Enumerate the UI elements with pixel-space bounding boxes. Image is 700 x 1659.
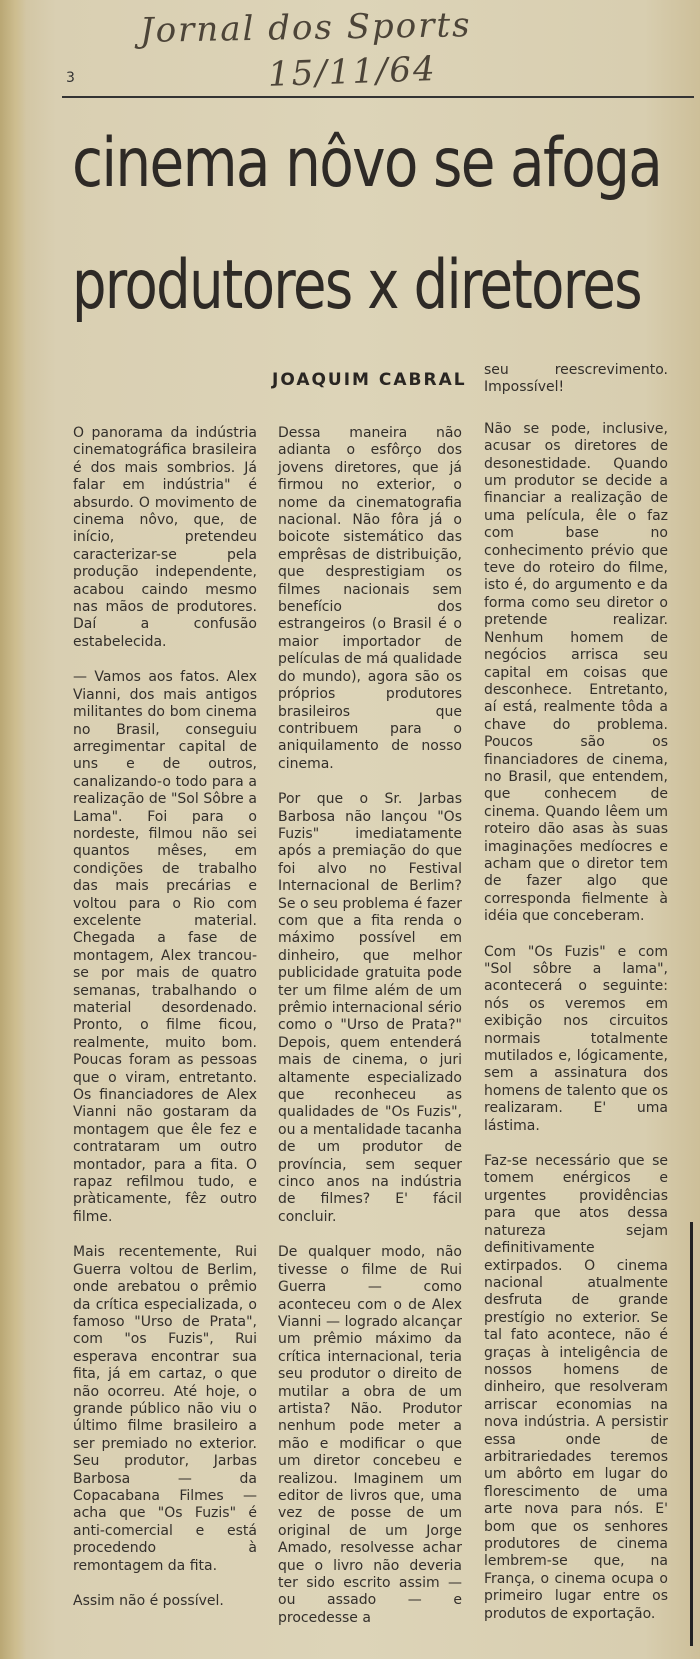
- byline: JOAQUIM CABRAL: [272, 370, 467, 390]
- article-column-3: [484, 362, 668, 1641]
- paragraph: Com "Os Fuzis" e com "Sol sôbre a lama", acontecerá o seguinte: nós os veremos em exibição nos circuitos normais totalmente mutilados e, lógicamente, sem a assinatura dos homens de talento que os realizaram. E' uma lástima.: [484, 943, 668, 1134]
- column-rule: [690, 1222, 693, 1646]
- paragraph: Dessa maneira não adianta o esfôrço dos jovens diretores, que já firmou no exterior, o nome da cinematografia nacional. Não fôra já o boicote sistemático das emprêsas de distribuição, que desprestigiam os filmes nacionais sem benefício dos estrangeiros (o Brasil é o maior importador de películas de má qualidade do mundo), agora são os próprios produtores brasileiros que contribuem para o aniquilamento de nosso cinema.: [278, 425, 462, 772]
- paragraph: Mais recentemente, Rui Guerra voltou de Berlim, onde arebatou o prêmio da crítica especializada, o famoso "Urso de Prata", com "os Fuzis", Rui esperava encontrar sua fita, já em cartaz, o que não ocorreu. Até hoje, o grande público não viu o último filme brasileiro a ser premiado no exterior. Seu produtor, Jarbas Barbosa — da Copacabana Filmes — acha que "Os Fuzis" é anti-comercial e está procedendo à remontagem da fita.: [73, 1244, 257, 1574]
- handwritten-source-note: Jornal dos Sports: [139, 5, 472, 51]
- header-rule: [62, 96, 694, 98]
- paragraph: — Vamos aos fatos. Alex Vianni, dos mais antigos militantes do bom cinema no Brasil, conseguiu arregimentar capital de uns e de outros, canalizando-o todo para a realização de "Sol Sôbre a Lama". Foi para o nordeste, filmou não sei quantos mêses, em condições de trabalho das mais precárias e voltou para o Rio com excelente material. Chegada a fase de montagem, Alex trancou-se por mais de quatro semanas, trabalhando o material desordenado. Pronto, o filme ficou, realmente, muito bom. Poucas foram as pessoas que o viram, entretanto. Os financiadores de Alex Vianni não gostaram da montagem que êle fez e contrataram um outro montador, para a fita. O rapaz refilmou tudo, e pràticamente, fêz outro filme.: [73, 669, 257, 1225]
- article-column-1: [73, 425, 257, 1628]
- paragraph: De qualquer modo, não tivesse o filme de Rui Guerra — como aconteceu com o de Alex Vianni — logrado alcançar um prêmio máximo da crítica internacional, teria seu produtor o direito de mutilar a obra de um artista? Não. Produtor nenhum pode meter a mão e modificar o que um diretor concebeu e realizou. Imaginem um editor de livros que, uma vez de posse de um original de um Jorge Amado, resolvesse achar que o livro não deveria ter sido escrito assim — ou assado — e procedesse a: [278, 1244, 462, 1626]
- page-number: 3: [66, 70, 75, 86]
- paragraph: O panorama da indústria cinematográfica brasileira é dos mais sombrios. Já falar em indústria" é absurdo. O movimento de cinema nôvo, que, de início, pretendeu caracterizar-se pela produção independente, acabou caindo mesmo nas mãos de produtores. Daí a confusão estabelecida.: [73, 425, 257, 650]
- headline-line-2: produtores x diretores: [72, 246, 642, 325]
- paragraph: Faz-se necessário que se tomem enérgicos e urgentes providências para que atos dessa natureza sejam definitivamente extirpados. O cinema nacional atualmente desfruta de grande prestígio no exterior. Se tal fato acontece, não é graças à inteligência de nossos homens de dinheiro, que resolveram arriscar economias na nova indústria. A persistir essa onde de arbitrariedades teremos um abôrto em lugar do florescimento de uma arte nova para nós. E' bom que os senhores produtores de cinema lembrem-se que, na França, o cinema ocupa o primeiro lugar entre os produtos de exportação.: [484, 1153, 668, 1622]
- paragraph: seu reescrevimento. Impossível!: [484, 362, 668, 396]
- paragraph: Não se pode, inclusive, acusar os diretores de desonestidade. Quando um produtor se decide a financiar a realização de uma película, êle o faz com base no conhecimento prévio que teve do roteiro do filme, isto é, do argumento e da forma como seu diretor o pretende realizar. Nenhum homem de negócios arrisca seu capital em coisas que desconhece. Entretanto, aí está, realmente tôda a chave do problema. Poucos são os financiadores de cinema, no Brasil, que entendem, que conhecem de cinema. Quando lêem um roteiro dão asas às suas imaginações medíocres e acham que o diretor tem de fazer algo que corresponda fielmente à idéia que conceberam.: [484, 420, 668, 925]
- paragraph: Por que o Sr. Jarbas Barbosa não lançou "Os Fuzis" imediatamente após a premiação do que foi alvo no Festival Internacional de Berlim? Se o seu problema é fazer com que a fita renda o máximo possível em dinheiro, que melhor publicidade gratuita pode ter um filme além de um prêmio internacional sério como o "Urso de Prata?" Depois, quem entenderá mais de cinema, o juri altamente especializado que reconheceu as qualidades de "Os Fuzis", ou a mentalidade tacanha de um produtor de província, sem sequer cinco anos na indústria de filmes? E' fácil concluir.: [278, 791, 462, 1225]
- handwritten-date-note: 15/11/64: [267, 49, 438, 95]
- paragraph: Assim não é possível.: [73, 1593, 224, 1609]
- headline-line-1: cinema nôvo se afoga: [72, 124, 662, 203]
- article-column-2: [278, 425, 462, 1645]
